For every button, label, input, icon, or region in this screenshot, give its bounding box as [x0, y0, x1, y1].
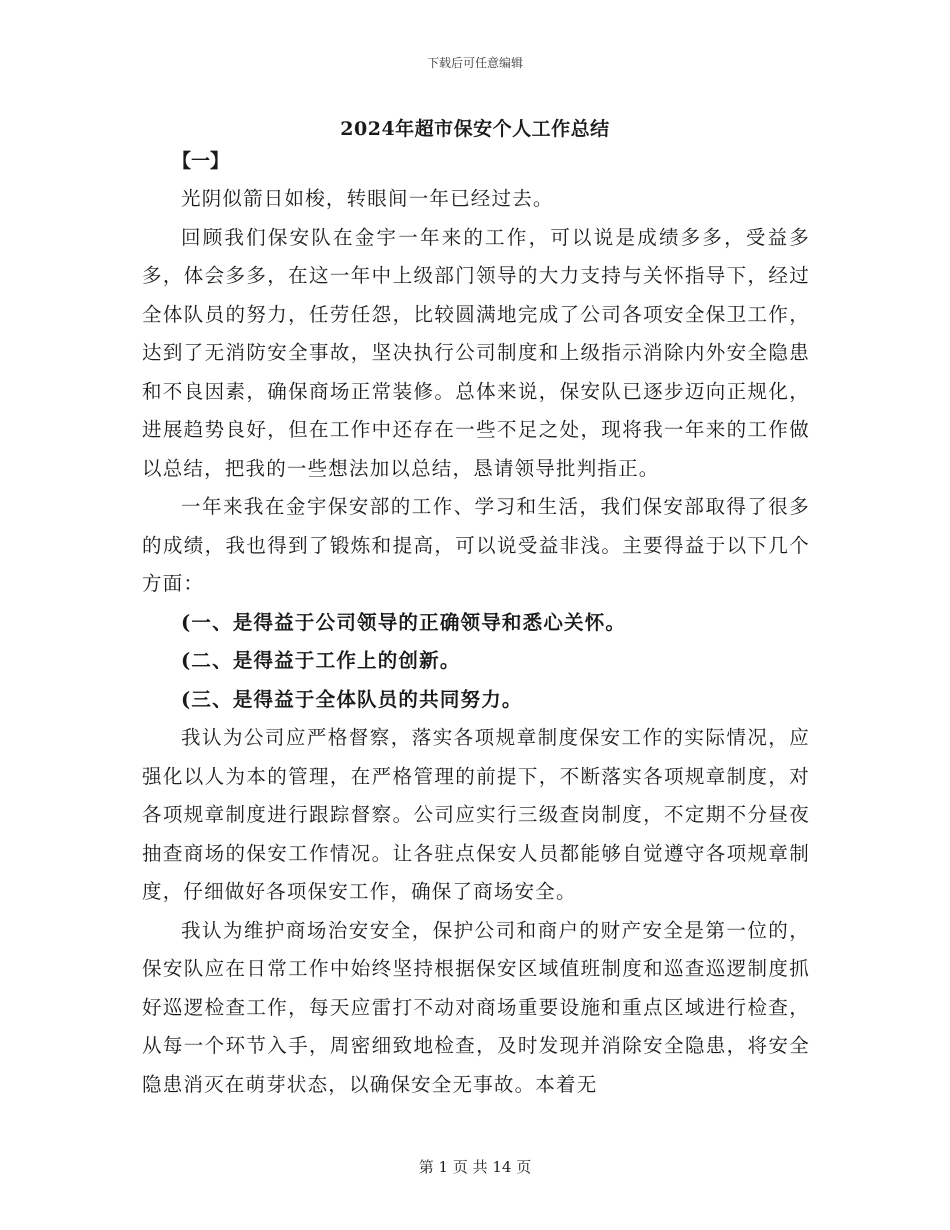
- header-note: 下载后可任意编辑: [426, 56, 523, 70]
- paragraph-supervision: 我认为公司应严格督察，落实各项规章制度保安工作的实际情况，应强化以人为本的管理，在严格管理的前提下，不断落实各项规章制度，对各项规章制度进行跟踪督察。公司应实行三级查岗制度，不定期不分昼夜抽查商场的保安工作情况。让各驻点保安人员都能够自觉遵守各项规章制度，仔细做好各项保安工作，确保了商场安全。: [142, 726, 810, 903]
- document-title: 2024年超市保安个人工作总结: [340, 118, 610, 140]
- list-item-leadership: (一、是得益于公司领导的正确领导和悉心关怀。: [181, 610, 627, 634]
- paragraph-safety: 我认为维护商场治安安全，保护公司和商户的财产安全是第一位的，保安队应在日常工作中始终坚持根据保安区域值班制度和巡查巡逻制度抓好巡逻检查工作，每天应雷打不动对商场重要设施和重点区域进行检查，从每一个环节入手，周密细致地检查，及时发现并消除安全隐患，将安全隐患消灭在萌芽状态，以确保安全无事故。本着无: [142, 918, 810, 1096]
- paragraph-review: 回顾我们保安队在金宇一年来的工作，可以说是成绩多多，受益多多，体会多多，在这一年中上级部门领导的大力支持与关怀指导下，经过全体队员的努力，任劳任怨，比较圆满地完成了公司各项安全保卫工作，达到了无消防安全事故，坚决执行公司制度和上级指示消除内外安全隐患和不良因素，确保商场正常装修。总体来说，保安队已逐步迈向正规化，进展趋势良好，但在工作中还存在一些不足之处，现将我一年来的工作做以总结，把我的一些想法加以总结，恳请领导批判指正。: [142, 225, 810, 480]
- list-item-teamwork: (三、是得益于全体队员的共同努力。: [181, 687, 523, 711]
- paragraph-gains: 一年来我在金宇保安部的工作、学习和生活，我们保安部取得了很多的成绩，我也得到了锻炼和提高，可以说受益非浅。主要得益于以下几个方面：: [142, 495, 810, 595]
- list-item-innovation: (二、是得益于工作上的创新。: [181, 649, 461, 672]
- paragraph-intro: 光阴似箭日如梭，转眼间一年已经过去。: [181, 187, 554, 210]
- document-body: [142, 180, 810, 1104]
- section-label: 【一】: [172, 150, 230, 172]
- page-number: 第 1 页 共 14 页: [418, 1158, 532, 1176]
